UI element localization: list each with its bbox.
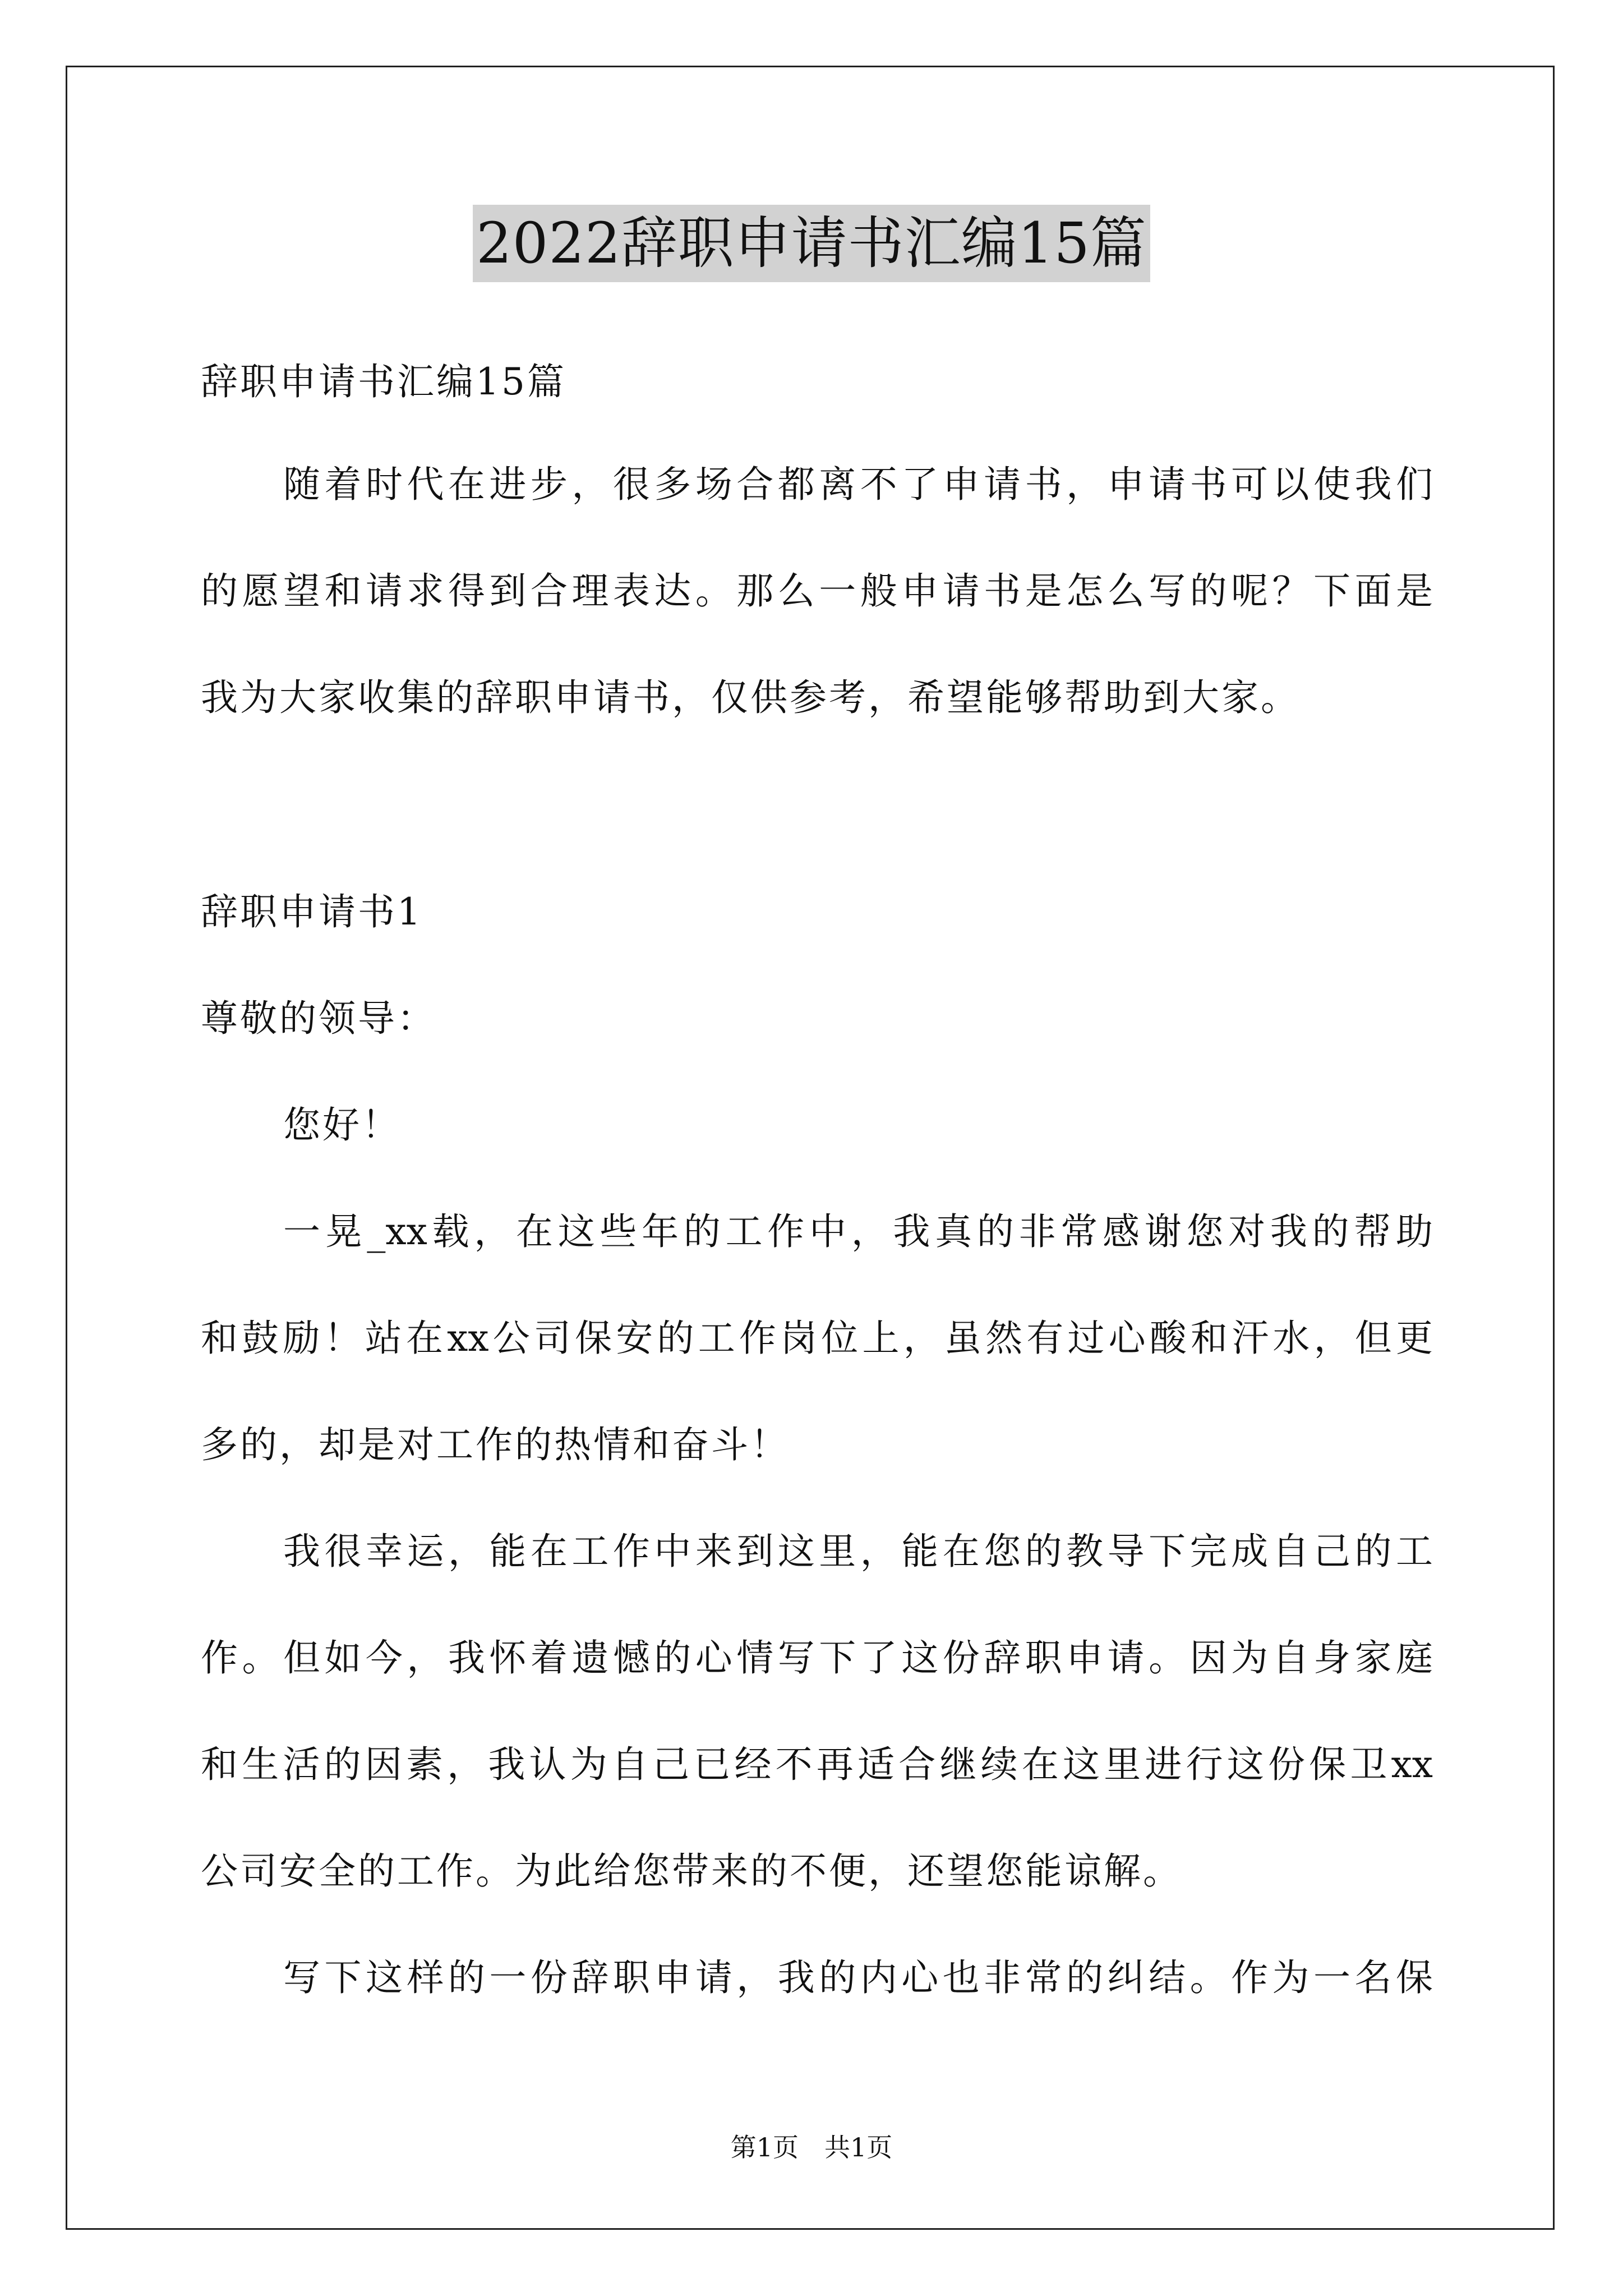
intro-line-1: 随着时代在进步，很多场合都离不了申请书，申请书可以使我们	[283, 463, 1433, 506]
paragraph-2-line-3: 和生活的因素，我认为自己已经不再适合继续在这里进行这份保卫xx	[201, 1743, 1433, 1786]
paragraph-2-line-2: 作。但如今，我怀着遗憾的心情写下了这份辞职申请。因为自身家庭	[201, 1636, 1433, 1680]
salutation: 尊敬的领导：	[201, 997, 436, 1040]
intro-line-2: 的愿望和请求得到合理表达。那么一般申请书是怎么写的呢？下面是	[201, 569, 1433, 613]
page-footer	[0, 2131, 1623, 2164]
paragraph-1-line-3: 多的，却是对工作的热情和奋斗！	[201, 1423, 790, 1466]
document-subtitle: 辞职申请书汇编15篇	[201, 360, 566, 403]
page-number: 第1页	[730, 2132, 799, 2162]
intro-line-3: 我为大家收集的辞职申请书，仅供参考，希望能够帮助到大家。	[201, 676, 1300, 719]
greeting: 您好！	[283, 1103, 401, 1147]
page-total: 共1页	[824, 2132, 893, 2162]
title-container	[0, 205, 1623, 282]
section-heading: 辞职申请书1	[201, 890, 423, 933]
paragraph-1-line-1: 一晃_xx载，在这些年的工作中，我真的非常感谢您对我的帮助	[283, 1210, 1433, 1253]
paragraph-2-line-4: 公司安全的工作。为此给您带来的不便，还望您能谅解。	[201, 1849, 1182, 1893]
paragraph-1-line-2: 和鼓励！站在xx公司保安的工作岗位上，虽然有过心酸和汗水，但更	[201, 1317, 1433, 1360]
document-title: 2022辞职申请书汇编15篇	[473, 205, 1150, 282]
paragraph-3-line-1: 写下这样的一份辞职申请，我的内心也非常的纠结。作为一名保	[283, 1956, 1433, 1999]
paragraph-2-line-1: 我很幸运，能在工作中来到这里，能在您的教导下完成自己的工	[283, 1530, 1433, 1573]
